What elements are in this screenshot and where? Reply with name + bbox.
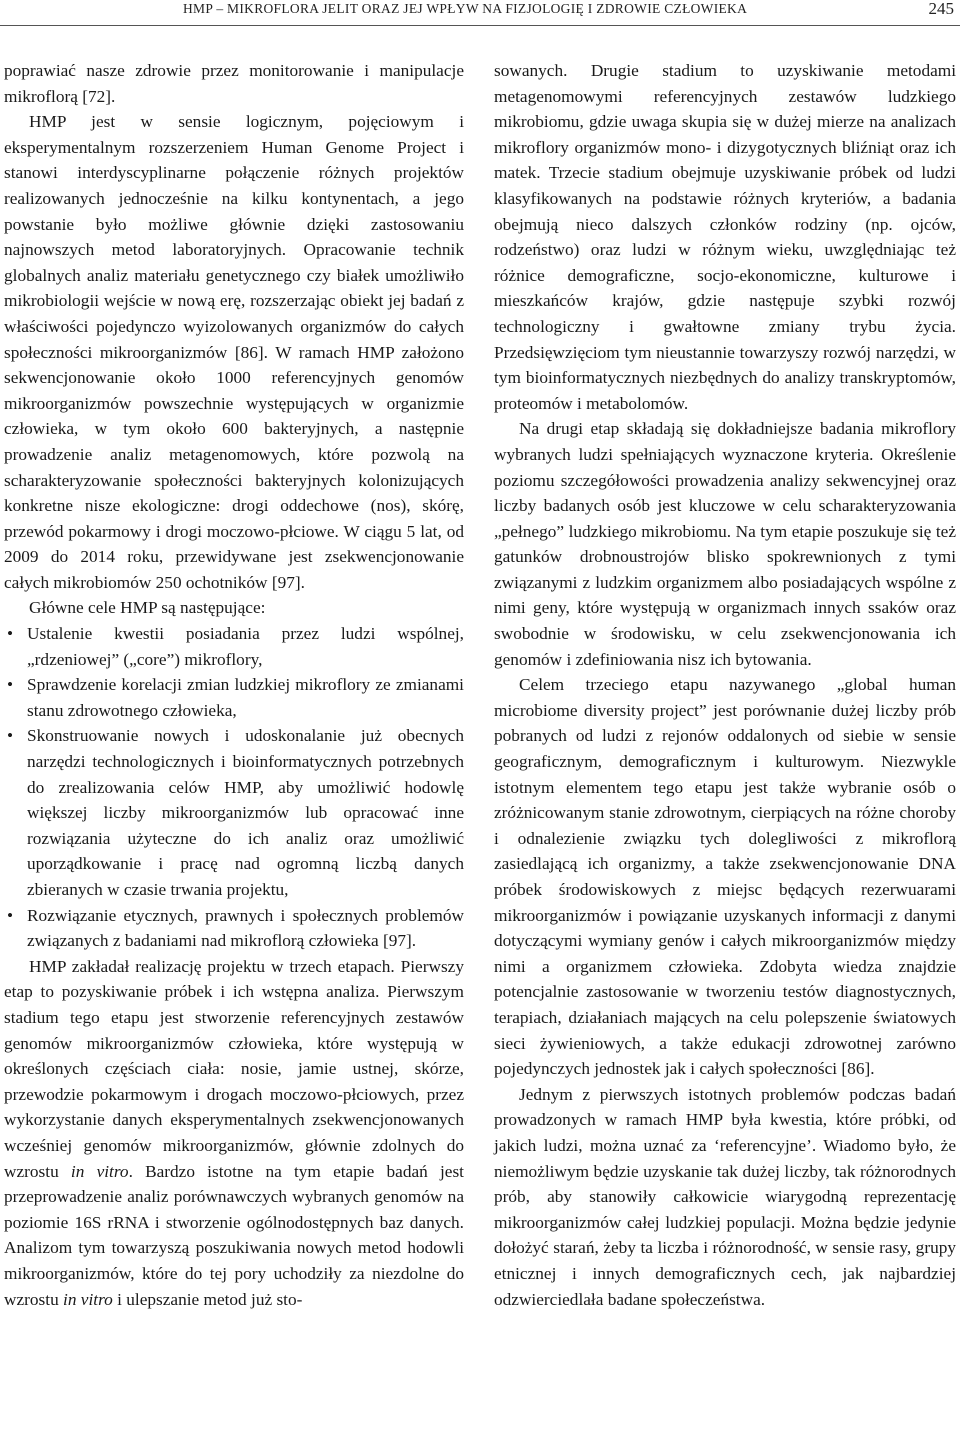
italic-term: in vitro bbox=[63, 1289, 113, 1309]
list-item: • Rozwiązanie etycznych, prawnych i społecznych problemów związanych z badaniami nad mikroflorą człowieka [97]. bbox=[27, 903, 464, 954]
header-rule bbox=[0, 25, 960, 26]
running-header-title: HMP – MIKROFLORA JELIT ORAZ JEJ WPŁYW NA FIZJOLOGIĘ I ZDROWIE CZŁOWIEKA bbox=[183, 1, 748, 16]
paragraph-text: i ulepszanie metod już sto- bbox=[112, 1289, 303, 1309]
paragraph: Główne cele HMP są następujące: bbox=[29, 598, 266, 618]
page-number: 245 bbox=[928, 0, 954, 18]
paragraph: Jednym z pierwszych istotnych problemów podczas badań prowadzonych w ramach HMP była kwestia, które próbki, od jakich ludzi, można uznać za ‘referencyjne’. Wiadomo było, że niemożliwym będzie uzyskanie tak dużej liczby, tak różnorodnych prób, aby stanowiły całkowicie wiarygodną reprezentację mikroorganizmów całej ludzkiej populacji. Można będzie jedynie dołożyć starań, żeby ta liczba i różnorodność, w sensie rasy, grupy etnicznej i innych demograficznych cech, jak najbardziej odzwierciedlała badane społeczeństwa. bbox=[494, 1084, 956, 1309]
running-header bbox=[0, 0, 960, 24]
goals-list bbox=[4, 621, 464, 954]
list-item: • Sprawdzenie korelacji zmian ludzkiej mikroflory ze zmianami stanu zdrowotnego człowieka, bbox=[27, 672, 464, 723]
list-item: • Ustalenie kwestii posiadania przez ludzi wspólnej, „rdzeniowej” („core”) mikroflory, bbox=[27, 621, 464, 672]
paragraph: Celem trzeciego etapu nazywanego „global human microbiome diversity project” jest porównanie dużej liczby prób pobranych od ludzi z rejonów oddalonych od siebie w sensie geograficznym, demograficznym i kulturowym. Niezwykle istotnym elementem tego etapu jest także wybranie osób o zróżnicowanym stanie zdrowotnym, cierpiących na różne choroby i odnalezienie związku tych dolegliwości z mikroflorą zasiedlającą ich organizmy, a także zsekwencjonowanie DNA próbek środowiskowych z miejsc będących rezerwuarami mikroorganizmów i powiązanie uzyskanych informacji z danymi dotyczącymi wymiany genów i całych mikroorganizmów między nimi a organizmem człowieka. Zdobyta wiedza znajdzie potencjalnie zastosowanie w tworzeniu testów diagnostycznych, terapiach, działaniach mających na celu polepszenie światowych sieci żywieniowych, a także edukacji zdrowotnej zarówno pojedynczych jednostek jak i całych społeczności [86]. bbox=[494, 675, 956, 1079]
left-column bbox=[4, 58, 464, 1312]
paragraph: sowanych. Drugie stadium to uzyskiwanie metodami metagenomowymi referencyjnych zestawów ludzkiego mikrobiomu, gdzie uwaga skupia się w dużej mierze na analizach mikroflory organizmów mono- i dizygotycznych bliźniąt oraz ich matek. Trzecie stadium obejmuje uzyskiwanie próbek od ludzi klasyfikowanych na podstawie różnych kryteriów, a badania obejmują nieco dalszych członków rodziny (np. ojców, rodzeństwo) oraz ludzi w różnym wieku, uwzględniając też różnice demograficzne, socjo-ekonomiczne, kulturowe i mieszkańców krajów, gdzie następuje szybki rozwój technologiczny i gwałtowne zmiany trybu życia. Przedsięwzięciom tym nieustannie towarzyszy rozwój narzędzi, w tym bioinformatycznych niezbędnych do analizy transkryptomów, proteomów i metabolomów. bbox=[494, 61, 956, 413]
paragraph-text: HMP zakładał realizację projektu w trzech etapach. Pierwszy etap to pozyskiwanie próbek i ich wstępna analiza. Pierwszym stadium tego etapu jest stworzenie referencyjnych zestawów genomów mikroorganizmów człowieka, które występują w określonych częściach ciała: nosie, jamie ustnej, skórze, przewodzie pokarmowym i drogach moczowo-płciowych, przez wykorzystanie danych eksperymentalnych zsekwencjonowanych wcześniej genomów mikroorganizmów, głównie zdolnych do wzrostu bbox=[4, 956, 464, 1181]
list-item: • Skonstruowanie nowych i udoskonalanie już obecnych narzędzi technologicznych i bioinformatycznych potrzebnych do zrealizowania celów HMP, aby umożliwić hodowlę większej liczby mikroorganizmów lub opracować inne rozwiązania użyteczne do ich analiz oraz umożliwić uporządkowanie i pracę nad ogromną liczbą danych zbieranych w czasie trwania projektu, bbox=[27, 723, 464, 902]
paragraph: HMP jest w sensie logicznym, pojęciowym i eksperymentalnym rozszerzeniem Human Genome Project i stanowi interdyscyplinarne połączenie różnych projektów realizowanych jednocześnie na kilku kontynentach, a jego powstanie było możliwe głównie dzięki zastosowaniu najnowszych metod laboratoryjnych. Opracowanie technik globalnych analiz materiału genetycznego czy białek umożliwiło mikrobiologii wejście w nową erę, rozszerzając obiekt jej badań z właściwości pojedynczo wyizolowanych organizmów do całych społeczności mikroorganizmów [86]. W ramach HMP założono sekwencjonowanie około 1000 referencyjnych genomów mikroorganizmów powszechnie występujących w organizmie człowieka, w tym około 600 bakteryjnych, a następnie prowadzenie analiz metagenomowych, które pozwolą na scharakteryzowanie społeczności bakteryjnych kolonizujących konkretne nisze ekologiczne: drogi oddechowe (nos), skórę, przewód pokarmowy i drogi moczowo-płciowe. W ciągu 5 lat, od 2009 do 2014 roku, przewidywane jest zsekwencjonowanie całych mikrobiomów 250 ochotników [97]. bbox=[4, 112, 464, 592]
paragraph: Na drugi etap składają się dokładniejsze badania mikroflory wybranych ludzi spełniających wyznaczone kryteria. Określenie poziomu szczegółowości prowadzenia analizy sekwencyjnej oraz liczby badanych osób jest kluczowe w celu scharakteryzowania „pełnego” ludzkiego mikrobiomu. Na tym etapie poszukuje się też gatunków drobnoustrojów blisko spokrewnionych z tymi związanymi z ludzkim organizmem albo posiadających wspólne z nimi geny, które występują w organizmach innych ssaków oraz swobodnie w środowisku, w celu zsekwencjonowania ich genomów i zdefiniowania nisz ich bytowania. bbox=[494, 419, 956, 669]
italic-term: in vitro bbox=[70, 1161, 129, 1181]
paragraph bbox=[4, 954, 464, 1312]
right-column bbox=[494, 58, 956, 1312]
paragraph-text: . Bardzo istotne na tym etapie badań jest przeprowadzenie analiz porównawczych wybranych genomów na poziomie 16S rRNA i stworzenie ogólnodostępnych baz danych. Analizom tym towarzyszą poszukiwania nowych metod hodowli mikroorganizmów, które do tej pory uchodziły za niezdolne do wzrostu bbox=[4, 1161, 464, 1309]
paragraph: poprawiać nasze zdrowie przez monitorowanie i manipulacje mikroflorą [72]. bbox=[4, 61, 464, 106]
